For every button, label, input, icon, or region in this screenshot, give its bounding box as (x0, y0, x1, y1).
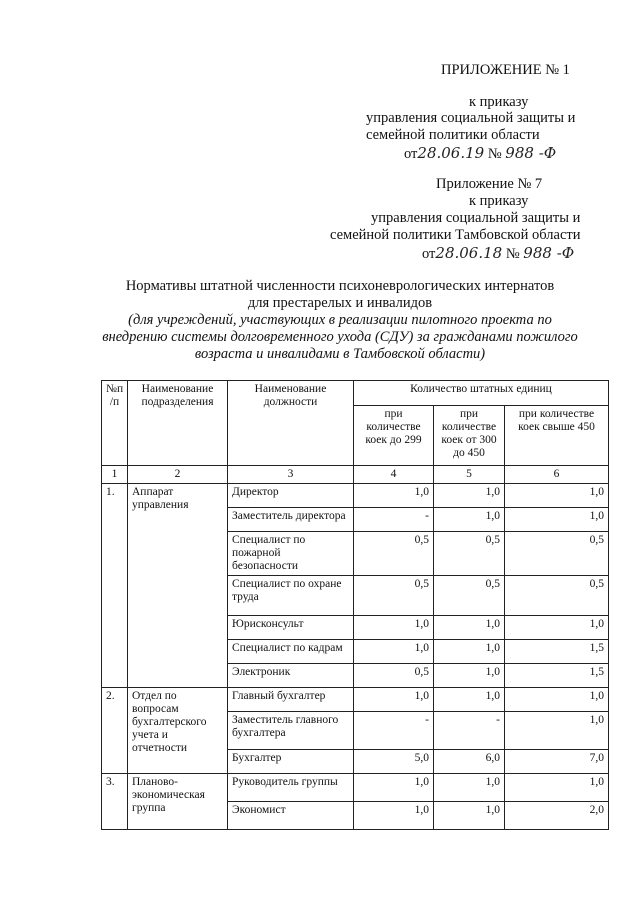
header-division: Наименование подразделения (128, 381, 228, 466)
number-prefix: № (487, 146, 502, 162)
position-name: Заместитель главного бухгалтера (228, 712, 354, 750)
value-cell: 1,0 (505, 616, 609, 640)
division-name: Отдел по вопросам бухгалтерского учета и отчетности (128, 688, 228, 774)
appendix-7-line3: семейной политики Тамбовской области (330, 227, 581, 243)
value-cell: 1,0 (505, 484, 609, 508)
table-row (102, 688, 609, 712)
value-cell: 7,0 (505, 750, 609, 774)
value-cell: 5,0 (354, 750, 434, 774)
col-number: 4 (354, 466, 434, 484)
header-staff-count: Количество штатных единиц (354, 381, 609, 406)
position-name: Заместитель директора (228, 508, 354, 532)
value-cell: - (434, 712, 505, 750)
handwritten-number: 988 -Ф (523, 244, 575, 262)
position-name: Электроник (228, 664, 354, 688)
value-cell: 1,0 (354, 802, 434, 830)
value-cell: 1,5 (505, 640, 609, 664)
doc-title-line2: для престарелых и инвалидов (247, 295, 433, 311)
value-cell: 1,0 (505, 712, 609, 750)
col-number: 2 (128, 466, 228, 484)
value-cell: 2,0 (505, 802, 609, 830)
value-cell: 0,5 (354, 664, 434, 688)
col-number: 5 (434, 466, 505, 484)
date-prefix: от (404, 146, 418, 162)
value-cell: 1,0 (434, 688, 505, 712)
position-name: Специалист по охране труда (228, 576, 354, 616)
value-cell: 1,0 (505, 774, 609, 802)
value-cell: 0,5 (434, 576, 505, 616)
appendix-7-line2: управления социальной защиты и (371, 210, 581, 226)
value-cell: 1,0 (434, 640, 505, 664)
handwritten-number: 988 -Ф (505, 144, 557, 162)
col-number: 6 (505, 466, 609, 484)
value-cell: 0,5 (354, 576, 434, 616)
position-name: Экономист (228, 802, 354, 830)
division-name: Планово-экономическая группа (128, 774, 228, 830)
header-col-over-450: при количестве коек свыше 450 (505, 406, 609, 466)
appendix-1-title: ПРИЛОЖЕНИЕ № 1 (441, 62, 570, 78)
handwritten-date: 28.06.18 (435, 244, 503, 262)
value-cell: 1,0 (434, 484, 505, 508)
col-number: 3 (228, 466, 354, 484)
division-name: Аппарат управления (128, 484, 228, 688)
value-cell: - (354, 712, 434, 750)
value-cell: 0,5 (505, 532, 609, 576)
doc-title-line1: Нормативы штатной численности психоневрологических интернатов (125, 278, 555, 294)
header-col-upto-299: при количестве коек до 299 (354, 406, 434, 466)
value-cell: 6,0 (434, 750, 505, 774)
doc-subtitle-line2: внедрению системы долговременного ухода (СДУ) за гражданами пожилого (102, 329, 578, 345)
header-position: Наименование должности (228, 381, 354, 466)
position-name: Главный бухгалтер (228, 688, 354, 712)
position-name: Бухгалтер (228, 750, 354, 774)
value-cell: 1,0 (434, 508, 505, 532)
appendix-1-line3: семейной политики области (366, 127, 540, 143)
value-cell: 1,0 (505, 688, 609, 712)
position-name: Специалист по кадрам (228, 640, 354, 664)
value-cell: 0,5 (505, 576, 609, 616)
value-cell: 1,0 (434, 774, 505, 802)
staffing-table (101, 380, 609, 830)
value-cell: 1,0 (434, 664, 505, 688)
group-number: 3. (102, 774, 128, 830)
value-cell: 1,0 (505, 508, 609, 532)
appendix-7-line1: к приказу (469, 193, 529, 209)
appendix-1-date-line (404, 144, 556, 163)
group-number: 1. (102, 484, 128, 688)
value-cell: 1,0 (434, 616, 505, 640)
value-cell: 0,5 (354, 532, 434, 576)
appendix-1-line1: к приказу (469, 94, 529, 110)
header-col-300-450: при количестве коек от 300 до 450 (434, 406, 505, 466)
value-cell: 0,5 (434, 532, 505, 576)
value-cell: 1,0 (354, 688, 434, 712)
header-num: №п /п (102, 381, 128, 466)
value-cell: 1,0 (354, 640, 434, 664)
appendix-1-line2: управления социальной защиты и (366, 110, 576, 126)
col-number: 1 (102, 466, 128, 484)
position-name: Юрисконсульт (228, 616, 354, 640)
appendix-7-title: Приложение № 7 (436, 176, 543, 192)
appendix-7-date-line (422, 244, 574, 263)
value-cell: 1,0 (354, 616, 434, 640)
number-prefix: № (505, 246, 520, 262)
value-cell: - (354, 508, 434, 532)
handwritten-date: 28.06.19 (417, 144, 485, 162)
table-row (102, 484, 609, 508)
value-cell: 1,0 (354, 484, 434, 508)
value-cell: 1,0 (434, 802, 505, 830)
group-number: 2. (102, 688, 128, 774)
column-numbers-row (102, 466, 609, 484)
position-name: Специалист по пожарной безопасности (228, 532, 354, 576)
doc-subtitle-line3: возраста и инвалидами в Тамбовской области) (194, 346, 486, 362)
value-cell: 1,0 (354, 774, 434, 802)
position-name: Руководитель группы (228, 774, 354, 802)
position-name: Директор (228, 484, 354, 508)
date-prefix: от (422, 246, 436, 262)
table-row (102, 774, 609, 802)
doc-subtitle-line1: (для учреждений, участвующих в реализации пилотного проекта по (128, 312, 552, 328)
value-cell: 1,5 (505, 664, 609, 688)
